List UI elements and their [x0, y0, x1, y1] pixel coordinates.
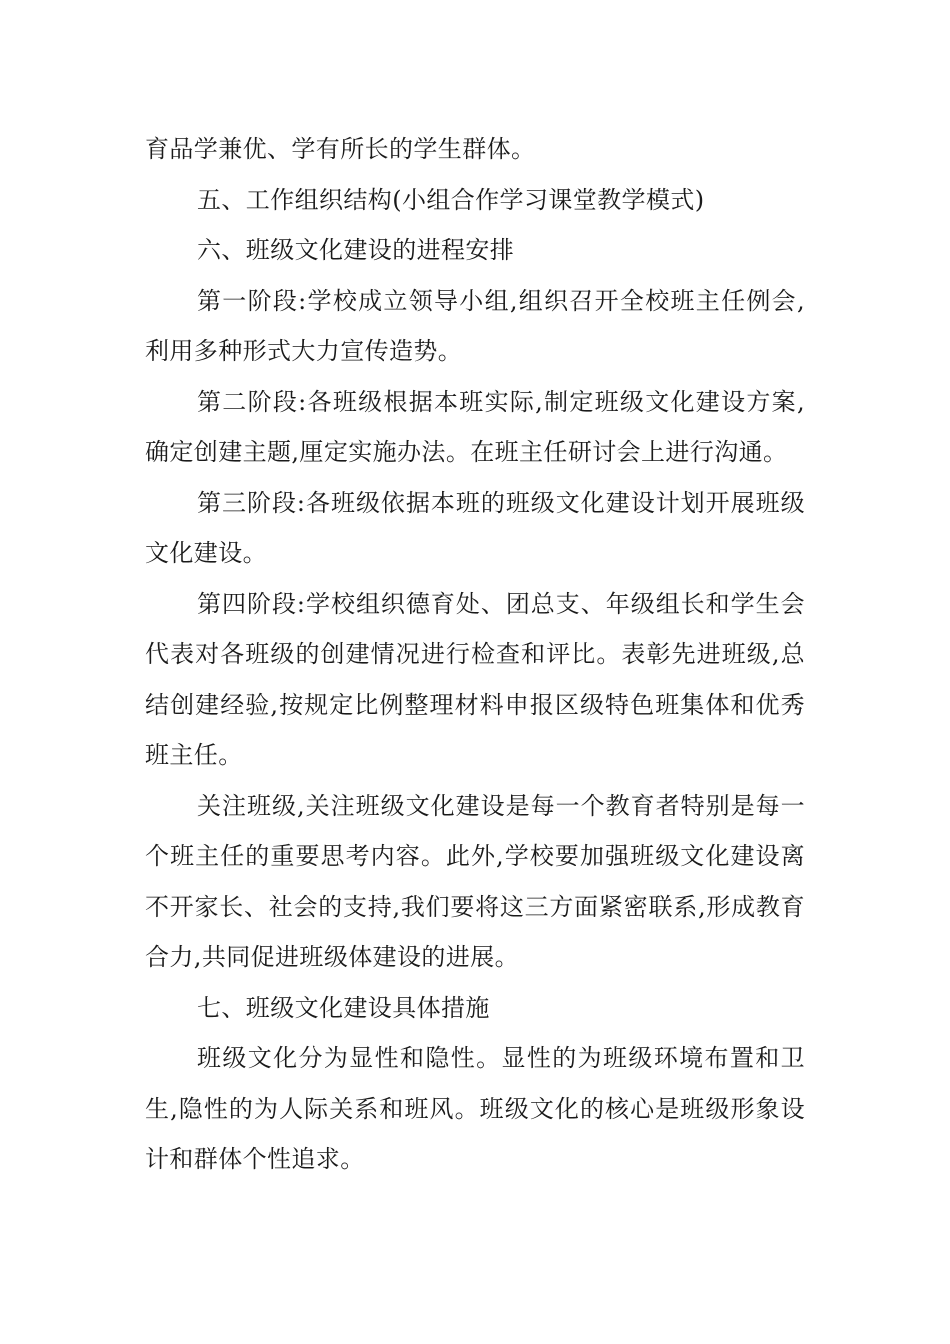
document-page [145, 124, 805, 1185]
paragraph-stage-three: 第三阶段:各班级依据本班的班级文化建设计划开展班级文化建设。 [145, 488, 805, 567]
paragraph-stage-four: 第四阶段:学校组织德育处、团总支、年级组长和学生会代表对各班级的创建情况进行检查和评比。表彰先进班级,总结创建经验,按规定比例整理材料申报区级特色班集体和优秀班主任。 [145, 589, 805, 769]
heading-section-six: 六、班级文化建设的进程安排 [197, 236, 515, 264]
paragraph-continuation: 育品学兼优、学有所长的学生群体。 [145, 135, 536, 163]
paragraph-focus-class: 关注班级,关注班级文化建设是每一个教育者特别是每一个班主任的重要思考内容。此外,学校要加强班级文化建设离不开家长、社会的支持,我们要将这三方面紧密联系,形成教育合力,共同促进班级体建设的进展。 [145, 791, 805, 971]
heading-section-five: 五、工作组织结构(小组合作学习课堂教学模式) [197, 185, 705, 214]
paragraph-class-culture: 班级文化分为显性和隐性。显性的为班级环境布置和卫生,隐性的为人际关系和班风。班级文化的核心是班级形象设计和群体个性追求。 [145, 1044, 805, 1173]
heading-section-seven: 七、班级文化建设具体措施 [197, 993, 490, 1022]
paragraph-stage-two: 第二阶段:各班级根据本班实际,制定班级文化建设方案,确定创建主题,厘定实施办法。在班主任研讨会上进行沟通。 [145, 387, 805, 466]
paragraph-stage-one: 第一阶段:学校成立领导小组,组织召开全校班主任例会,利用多种形式大力宣传造势。 [145, 286, 805, 365]
